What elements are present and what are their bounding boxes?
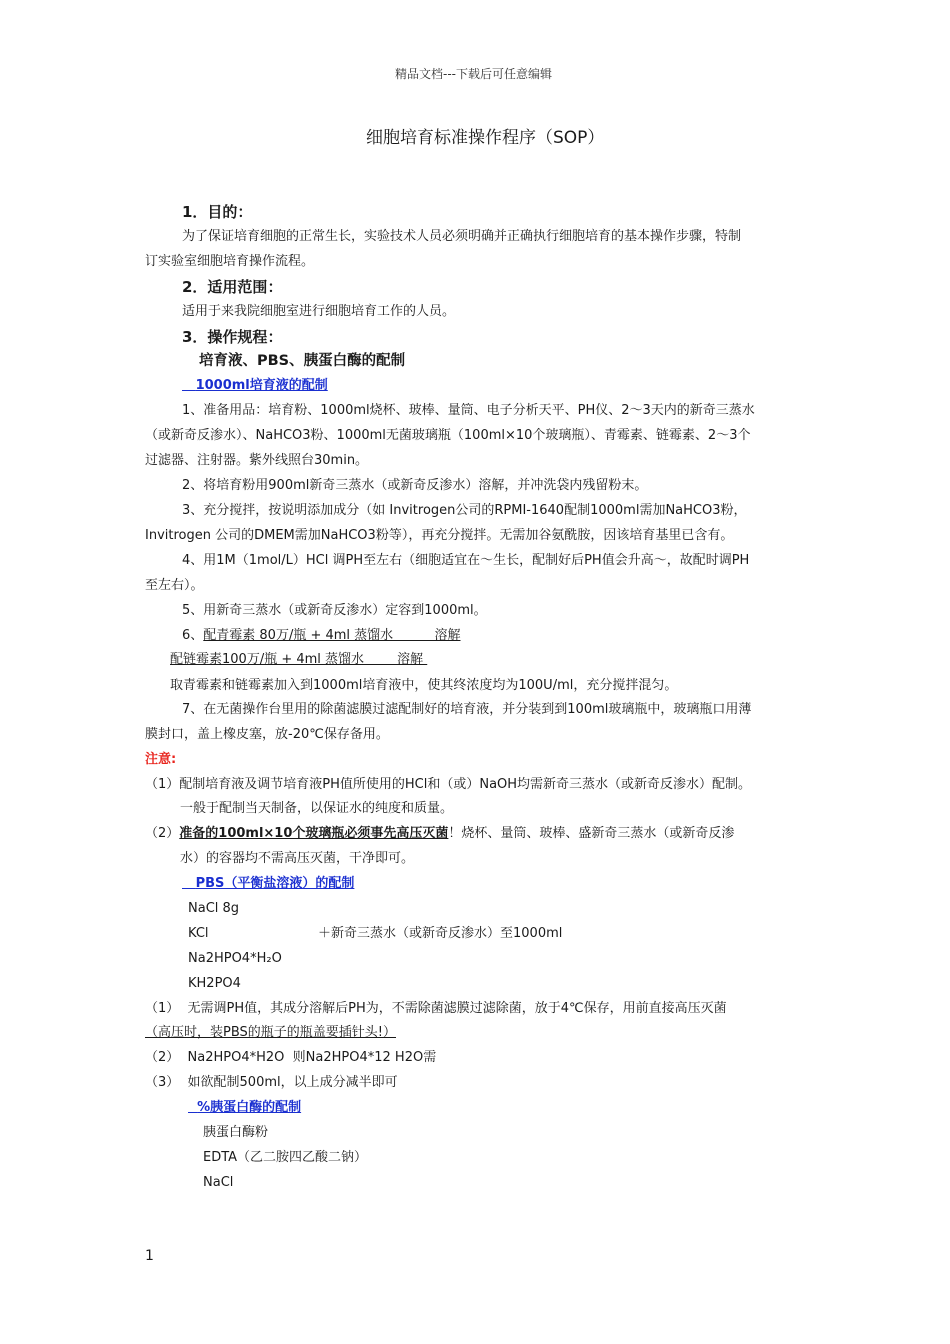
medium-step-2: 2、将培育粉用900ml新奇三蒸水（或新奇反渗水）溶解，并冲洗袋内残留粉末。 <box>182 478 648 493</box>
medium-step-4-cont: 至左右）。 <box>145 578 204 593</box>
medium-step-6-streptomycin: 配链霉素100万/瓶 + 4ml 蒸馏水 溶解 <box>170 652 428 667</box>
medium-step-4: 4、用1M（1mol/L）HCl 调PH至左右（细胞适宜在～生长，配制好后PH值会升高～，故配时调PH <box>182 553 750 568</box>
medium-step-1-cont-2: 过滤器、注射器。紫外线照台30min。 <box>145 453 369 468</box>
trypsin-item-nacl: NaCl <box>203 1175 234 1190</box>
pbs-item-nacl: NaCl 8g <box>188 901 240 916</box>
pbs-water-note: ＋新奇三蒸水（或新奇反渗水）至1000ml <box>318 926 563 941</box>
medium-title: 1000ml培育液的配制 <box>195 378 328 393</box>
trypsin-item-edta: EDTA（乙二胺四乙酸二钠） <box>203 1150 368 1165</box>
medium-step-7-cont: 膜封口，盖上橡皮塞，放-20℃保存备用。 <box>145 727 389 742</box>
medium-step-3: 3、充分搅拌，按说明添加成分（如 Invitrogen公司的RPMI-1640配制1000ml需加NaHCO3粉， <box>182 503 747 518</box>
pbs-note-2: （2） Na2HPO4*H2O 则Na2HPO4*12 H2O需 <box>145 1050 437 1065</box>
note-2: （2）准备的100ml×10个玻璃瓶必须事先高压灭菌！烧杯、量筒、玻棒、盛新奇三蒸水（或新奇反渗 <box>145 826 735 841</box>
pbs-note-1-cont: （高压时，装PBS的瓶子的瓶盖要插针头!） <box>145 1025 396 1040</box>
medium-step-1: 1、准备用品：培育粉、1000ml烧杯、玻棒、量筒、电子分析天平、PH仪、2～3天内的新奇三蒸水 <box>182 403 755 418</box>
section-1-text: 为了保证培育细胞的正常生长，实验技术人员必须明确并正确执行细胞培育的基本操作步骤，特制 <box>182 229 742 244</box>
pbs-title: PBS（平衡盐溶液）的配制 <box>195 876 355 891</box>
note-1-cont: 一般于配制当天制备，以保证水的纯度和质量。 <box>180 801 454 816</box>
page-number: 1 <box>145 1248 154 1264</box>
trypsin-item-powder: 胰蛋白酶粉 <box>203 1125 269 1140</box>
section-1-text-cont: 订实验室细胞培育操作流程。 <box>145 254 315 269</box>
pbs-item-kcl: KCl <box>188 926 209 941</box>
pbs-item-kh2po4: KH2PO4 <box>188 976 241 991</box>
section-2-heading: 2．适用范围： <box>182 278 283 296</box>
medium-step-5: 5、用新奇三蒸水（或新奇反渗水）定容到1000ml。 <box>182 603 487 618</box>
document-title: 细胞培育标准操作程序（SOP） <box>366 128 605 148</box>
medium-step-6: 6、配青霉素 80万/瓶 + 4ml 蒸馏水 溶解 <box>182 628 461 643</box>
note-2-cont: 水）的容器均不需高压灭菌，干净即可。 <box>180 851 415 866</box>
notes-label: 注意: <box>145 752 177 767</box>
pbs-note-3: （3） 如欲配制500ml，以上成分减半即可 <box>145 1075 398 1090</box>
pbs-item-na2hpo4: Na2HPO4*H₂O <box>188 951 282 966</box>
page-header: 精品文档---下载后可任意编辑 <box>395 67 552 81</box>
section-1-heading: 1．目的： <box>182 203 253 221</box>
pbs-note-1: （1） 无需调PH值，其成分溶解后PH为，不需除菌滤膜过滤除菌，放于4℃保存，用前直接高压灭菌 <box>145 1001 727 1016</box>
medium-step-6-mix: 取青霉素和链霉素加入到1000ml培育液中，使其终浓度均为100U/ml，充分搅拌混匀。 <box>170 678 678 693</box>
medium-step-3-cont: Invitrogen 公司的DMEM需加NaHCO3粉等），再充分搅拌。无需加谷氨酰胺，因该培育基里已含有。 <box>145 528 734 543</box>
note-1: （1）配制培育液及调节培育液PH值所使用的HCl和（或）NaOH均需新奇三蒸水（或新奇反渗水）配制。 <box>145 777 752 792</box>
section-3-heading: 3．操作规程： <box>182 328 283 346</box>
medium-step-7: 7、在无菌操作台里用的除菌滤膜过滤配制好的培育液，并分装到到100ml玻璃瓶中，玻璃瓶口用薄 <box>182 702 752 717</box>
section-2-text: 适用于来我院细胞室进行细胞培育工作的人员。 <box>182 304 456 319</box>
medium-step-1-cont: （或新奇反渗水）、NaHCO3粉、1000ml无菌玻璃瓶（100ml×10个玻璃瓶）、青霉素、链霉素、2～3个 <box>145 428 751 443</box>
section-3-subheading: 培育液、PBS、胰蛋白酶的配制 <box>199 353 406 369</box>
trypsin-title: %胰蛋白酶的配制 <box>197 1100 302 1115</box>
